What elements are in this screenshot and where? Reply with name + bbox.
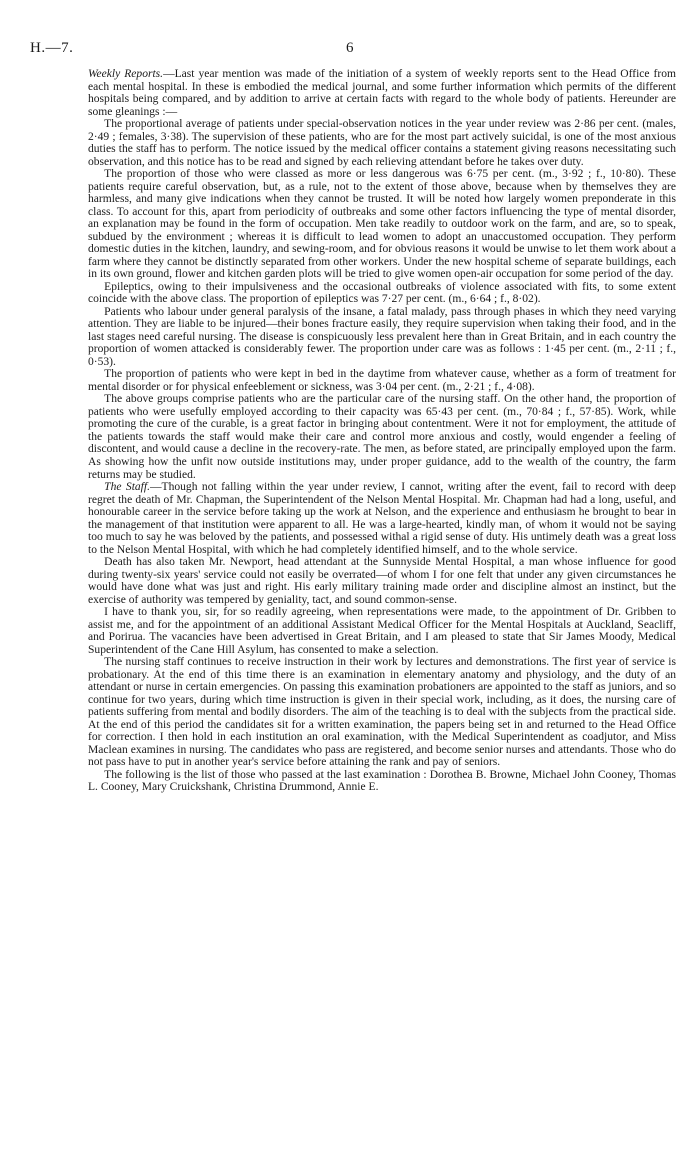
section-lead: The Staff. xyxy=(104,481,150,494)
page-number: 6 xyxy=(346,40,354,56)
paragraph-general-paralysis xyxy=(88,306,676,369)
paragraph-text: —Last year mention was made of the initiation of a system of weekly reports sent to the Head Office from each mental hospital. In these is embodied the medical journal, and some further information which permits of the different hospitals being compared, and by addition to arrive at certain facts with regard to the whole body of patients. Hereunder are some gleanings :— xyxy=(88,68,676,118)
paragraph-kept-in-bed xyxy=(88,368,676,393)
paragraph-text: —Though not falling within the year under review, I cannot, writing after the event, fail to record with deep regret the death of Mr. Chapman, the Superintendent of the Nelson Mental Hospital. Mr. Chapman had had a long, useful, and honourable career in the service before taking up the work at Nelson, and the experience and enthusiasm he brought to bear in the management of that institution were apparent to all. He was a large-hearted, kindly man, of whom it would not be saying too much to say he was beloved by the patients, and possessed withal a rigid sense of duty. His untimely death was a great loss to the Nelson Mental Hospital, with which he had completely identified himself, and to the whole service. xyxy=(88,481,677,556)
paragraph-text: The above groups comprise patients who are the particular care of the nursing staff. On the other hand, the proportion of patients who were usefully employed according to their capacity was 65·43 per cent. (m., 70·84 ; f., 57·85). Work, while promoting the cure of the curable, is a great factor in bringing about contentment. Were it not for employment, the attitude of the patients towards the staff would make their care and control more anxious and costly, would engender a feeling of discontent, and would cause a decline in the recovery-rate. The men, as before stated, are principally employed upon the farm. As showing how the unfit now outside institutions may, under proper guidance, add to the wealth of the country, the farm returns may be studied. xyxy=(88,393,676,481)
paragraph-appointments xyxy=(88,606,676,656)
paragraph-text: Patients who labour under general paralysis of the insane, a fatal malady, pass through phases in which they need varying attention. They are liable to be injured—their bones fracture easily, they require supervision when taking their food, and in the last stages need careful nursing. The disease is conspicuously less prevalent here than in Great Britain, and in each country the proportion of women attacked is considerably fewer. The proportion under care was as follows : 1·45 per cent. (m., 2·11 ; f., 0·53). xyxy=(88,305,676,368)
paragraph-text: The proportional average of patients under special-observation notices in the year under review was 2·86 per cent. (males, 2·49 ; females, 3·38). The supervision of these patients, who are for the most part actively suicidal, is one of the most anxious duties the staff has to perform. The notice issued by the medical officer contains a statement giving reasons necessitating such observation, and this notice has to be read and signed by each relieving attendant before he takes over duty. xyxy=(88,118,676,168)
paragraph-the-staff xyxy=(88,481,676,556)
report-code: H.—7. xyxy=(30,40,74,56)
paragraph-text: Epileptics, owing to their impulsiveness and the occasional outbreaks of violence associated with fits, to some extent coincide with the above class. The proportion of epileptics was 7·27 per cent. (m., 6·64 ; f., 8·02). xyxy=(88,280,676,306)
section-lead: Weekly Reports. xyxy=(88,68,164,80)
body-text xyxy=(88,68,676,794)
paragraph-nursing-instruction xyxy=(88,656,676,769)
paragraph-text: Death has also taken Mr. Newport, head attendant at the Sunnyside Mental Hospital, a man whose influence for good during twenty-six years' service could not easily be overrated—of whom I for one felt that under any given circumstances he would have done what was just and right. His early military training made order and discipline almost an instinct, but the exercise of authority was tempered by geniality, tact, and sound common-sense. xyxy=(88,556,676,606)
paragraph-text: The following is the list of those who passed at the last examination : Dorothea B. Browne, Michael John Cooney, Thomas L. Cooney, Mary Cruickshank, Christina Drummond, Annie E. xyxy=(88,768,676,794)
paragraph-text: The proportion of those who were classed as more or less dangerous was 6·75 per cent. (m., 3·92 ; f., 10·80). These patients require careful observation, but, as a rule, not to the extent of those above, because when by themselves they are harmless, and many give indications when they cannot be trusted. It will be noted how largely women preponderate in this class. To account for this, apart from periodicity of outbreaks and some other factors influencing the type of mental disorder, an explanation may be found in the form of occupation. Men take readily to outdoor work on the farm, and are, so to speak, subdued by the environment ; whereas it is difficult to lead women to adopt an unaccustomed occupation. They perform domestic duties in the kitchen, laundry, and sewing-room, and for obvious reasons it would be unwise to let them work about a farm where they cannot be distinctly separated from other workers. Under the new hospital scheme of separate buildings, each in its own ground, flower and kitchen garden plots will be tried to give women open-air occupation for some period of the day. xyxy=(88,168,676,281)
paragraph-epileptics xyxy=(88,281,676,306)
paragraph-weekly-reports xyxy=(88,68,676,118)
paragraph-special-observation xyxy=(88,118,676,168)
paragraph-employment xyxy=(88,393,676,481)
paragraph-text: I have to thank you, sir, for so readily agreeing, when representations were made, to the appointment of Dr. Gribben to assist me, and for the appointment of an additional Assistant Medical Officer for the Mental Hospitals at Auckland, Seacliff, and Porirua. The vacancies have been advertised in Great Britain, and I am pleased to state that Sir James Moody, Medical Superintendent of the Cane Hill Asylum, has consented to make a selection. xyxy=(88,606,676,656)
paragraph-text: The nursing staff continues to receive instruction in their work by lectures and demonstrations. The first year of service is probationary. At the end of this time there is an examination in elementary anatomy and physiology, and the duty of an attendant or nurse in certain emergencies. On passing this examination probationers are appointed to the staff as juniors, and so continue for two years, during which time instruction is given in their special work, including, as it does, the nursing care of patients suffering from mental and bodily disorders. The aim of the teaching is to deal with the subjects from the practical side. At the end of this period the candidates sit for a written examination, the papers being set in and returned to the Head Office for correction. I then hold in each institution an oral examination, with the Medical Superintendent as coadjutor, and Miss Maclean examines in nursing. The candidates who pass are registered, and become senior nurses and attendants. Those who do not pass have to put in another year's service before attaining the rank and pay of seniors. xyxy=(88,656,676,769)
paragraph-dangerous xyxy=(88,168,676,281)
paragraph-mr-newport xyxy=(88,556,676,606)
paragraph-text: The proportion of patients who were kept in bed in the daytime from whatever cause, whether as a form of treatment for mental disorder or for physical enfeeblement or sickness, was 3·04 per cent. (m., 2·21 ; f., 4·08). xyxy=(88,368,676,393)
paragraph-examination-list xyxy=(88,769,676,794)
